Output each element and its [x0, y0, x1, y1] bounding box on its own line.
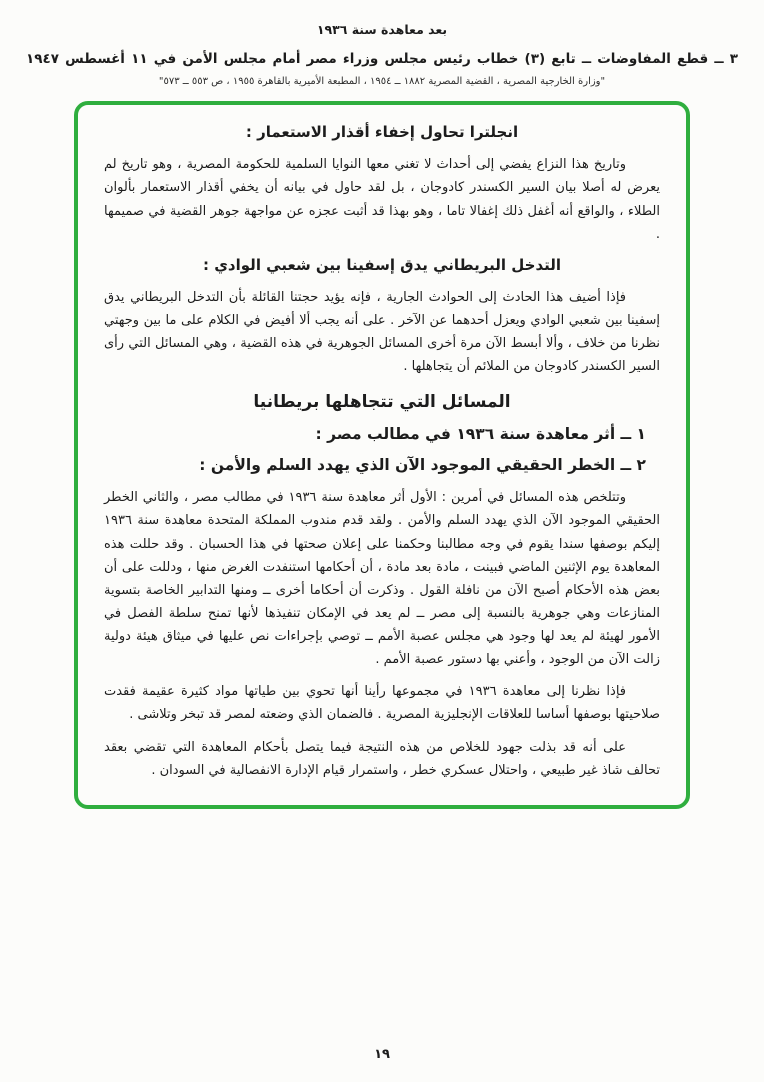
numbered-item-real-danger: ٢ ــ الخطر الحقيقي الموجود الآن الذي يهدد السلم والأمن : [199, 456, 646, 475]
highlighted-content-box [74, 101, 690, 809]
document-title: ٣ ــ قطع المفاوضات ــ تابع (٣) خطاب رئيس مجلس وزراء مصر أمام مجلس الأمن في ١١ أغسطس ١٩٤٧ [26, 51, 738, 67]
document-header [0, 0, 764, 87]
heading-england-hides-colonialism: انجلترا تحاول إخفاء أقذار الاستعمار : [245, 123, 519, 142]
paragraph-wedge-between-peoples: فإذا أضيف هذا الحادث إلى الحوادث الجارية ، فإنه يؤيد حجتنا القائلة بأن التدخل البريطاني يدق إسفينا بين شعبي الوادي ويعزل أحدهما عن الآخر . على أنه يجب ألا أفيض في الكلام على ما بين وجهتي نظرنا من خلاف ، وألا أبسط الآن مرة أخرى المسائل الجوهرية في هذه القضية ، وهي المسائل التي رأى السير الكسندر كادوجان من الملائم أن يتجاهلها . [104, 289, 660, 375]
paragraph-two-matters-summary: وتتلخص هذه المسائل في أمرين : الأول أثر معاهدة سنة ١٩٣٦ في مطالب مصر ، والثاني الخطر الحقيقي الموجود الآن الذي يهدد السلم والأمن . ولقد قدم مندوب المملكة المتحدة معاهدة سنة ١٩٣٦ إليكم بوصفها سندا يقوم في وجه مطالبنا وحكمنا على إعلان صحتها في هذا الحسبان . وقد حللت هذه المعاهدة يوم الإثنين الماضي فبينت ، مادة بعد مادة ، أن أحكامها استنفدت الغرض منها ، ودللت على أن بعض هذه الأحكام أصبح الآن من نافلة القول . وذكرت أن أحكاما أخرى ــ ومنها التدابير الخاصة بتسوية المنازعات وهي جوهرية بالنسبة إلى مصر ــ لم يعد في الإمكان تنفيذها لأنها تمنح سلطة الفصل في الأمور لهيئة لم يعد لها وجود هي مجلس عصبة الأمم ــ توصي بإجراءات نص عليها في ميثاق هيئة دولية زالت الآن من الوجود ، وأعني بها دستور عصبة الأمم . [104, 490, 660, 668]
source-citation: "وزارة الخارجية المصرية ، القضية المصرية ١٨٨٢ ــ ١٩٥٤ ، المطبعة الأميرية بالقاهرة ١٩٥٥ ، ص ٥٥٣ ــ ٥٧٣" [158, 76, 606, 88]
paragraph-efforts-to-escape-result: على أنه قد بذلت جهود للخلاص من هذه النتيجة فيما يتصل بأحكام المعاهدة التي تقضي بعقد تحالف شاذ غير طبيعي ، واحتلال عسكري خطر ، واستمرار قيام الإدارة الانفصالية في السودان . [104, 739, 660, 778]
numbered-item-treaty-effect: ١ ــ أثر معاهدة سنة ١٩٣٦ في مطالب مصر : [315, 425, 646, 444]
page-number: ١٩ [374, 1047, 390, 1062]
paragraph-history-of-dispute: وتاريخ هذا النزاع يفضي إلى أحداث لا تغني معها النوايا السلمية للحكومة المصرية ، وهو تاريخ لم يعرض له أصلا بيان السير الكسندر كادوجان ، بل لقد حاول في بيانه أن يخفي أقذار الاستعمار بألوان الطلاء ، والواقع أنه أغفل ذلك إغفالا تاما ، وهو بهذا قد أثبت عجزه عن مواجهة جوهر القضية في صميمها . [104, 157, 660, 242]
paragraph-treaty-barren-articles: فإذا نظرنا إلى معاهدة ١٩٣٦ في مجموعها رأينا أنها تحوي بين طياتها مواد كثيرة عقيمة فقدت صلاحيتها بوصفها أساسا للعلاقات الإنجليزية المصرية . فالضمان الذي وضعته لمصر قد تبخر وتلاشى . [104, 684, 660, 723]
heading-british-intervention-wedge: التدخل البريطاني يدق إسفينا بين شعبي الوادي : [202, 255, 562, 274]
section-title-issues-britain-ignores: المسائل التي تتجاهلها بريطانيا [253, 392, 511, 413]
running-head: بعد معاهدة سنة ١٩٣٦ [316, 22, 448, 37]
